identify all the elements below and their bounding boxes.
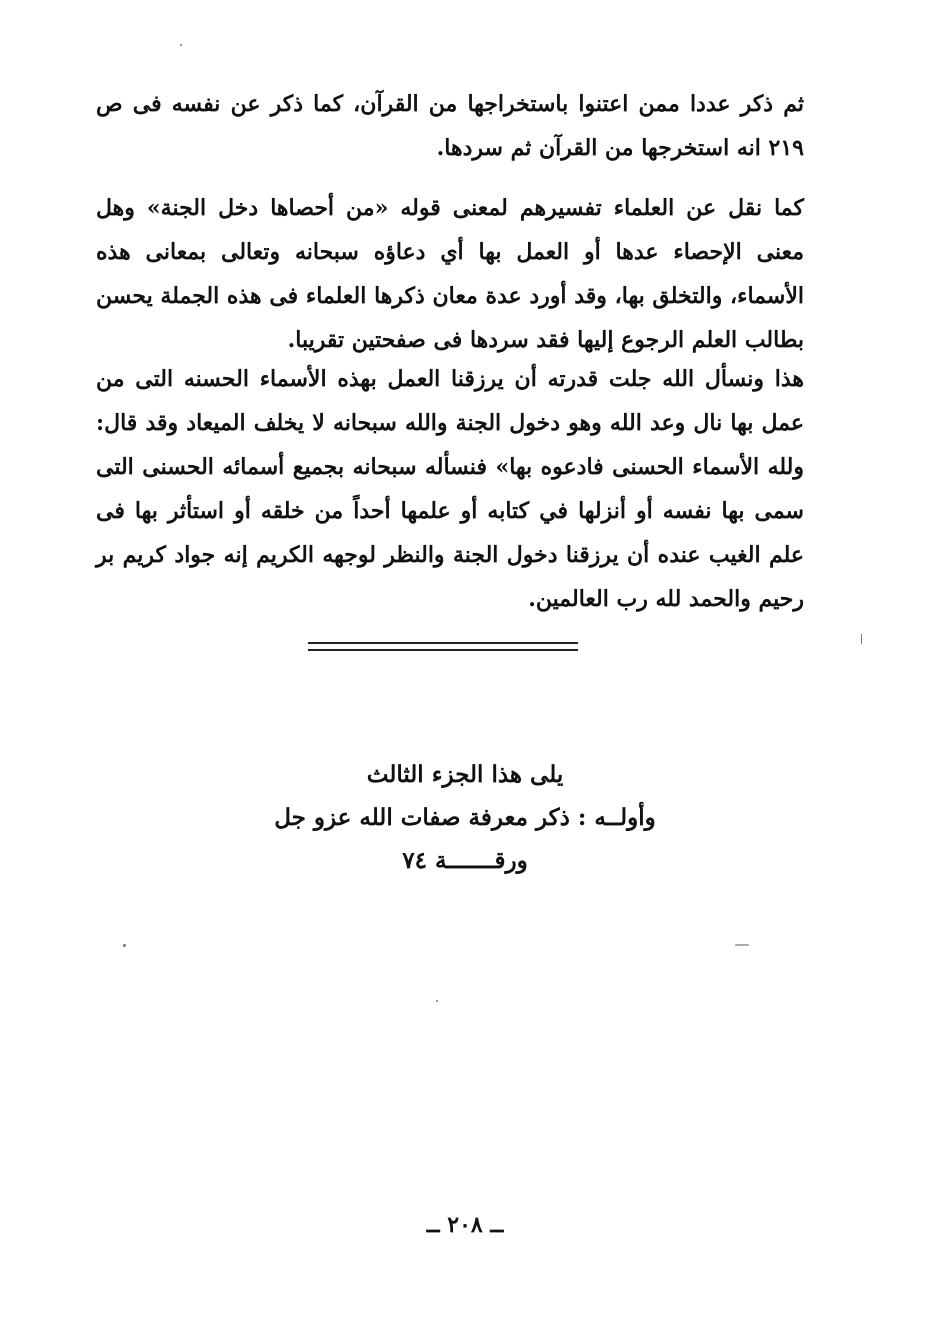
paragraph-1: ثم ذكر عددا ممن اعتنوا باستخراجها من القرآن، كما ذكر عن نفسه فى ص ٢١٩ انه استخرجها من القرآن ثم سردها. [96,91,804,161]
scan-speck [180,44,182,46]
scan-speck [861,634,862,644]
next-part-beginning: وأولــه : ذكر معرفة صفات الله عزو جل [274,804,656,831]
paragraph-2: كما نقل عن العلماء تفسيرهم لمعنى قوله «من أحصاها دخل الجنة» وهل معنى الإحصاء عدها أو العمل بها أي دعاؤه سبحانه وتعالى بمعانى هذه الأسماء، والتخلق بها، وقد أورد عدة معان ذكرها العلماء فى هذه الجملة يحسن بطالب العلم الرجوع إليها فقد سردها فى صفحتين تقريبا. [96,195,804,353]
page-number: ــ ٢٠٨ ــ [426,1212,504,1238]
scan-speck [735,944,749,946]
next-part-folio: ورقـــــــة ٧٤ [402,847,528,874]
scan-speck [436,1000,438,1002]
double-rule-separator [308,642,578,651]
scan-speck [123,944,126,947]
next-part-heading: يلى هذا الجزء الثالث [366,761,564,788]
paragraph-3: هذا ونسأل الله جلت قدرته أن يرزقنا العمل بهذه الأسماء الحسنه التى من عمل بها نال وعد الله وهو دخول الجنة والله سبحانه لا يخلف الميعاد وقد قال: ولله الأسماء الحسنى فادعوه بها» فنسأله سبحانه بجميع أسمائه الحسنى التى سمى بها نفسه أو أنزلها في كتابه أو علمها أحداً من خلقه أو استأثر بها فى علم الغيب عنده أن يرزقنا دخول الجنة والنظر لوجهه الكريم إنه جواد كريم بر رحيم والحمد لله رب العالمين. [96,366,804,612]
